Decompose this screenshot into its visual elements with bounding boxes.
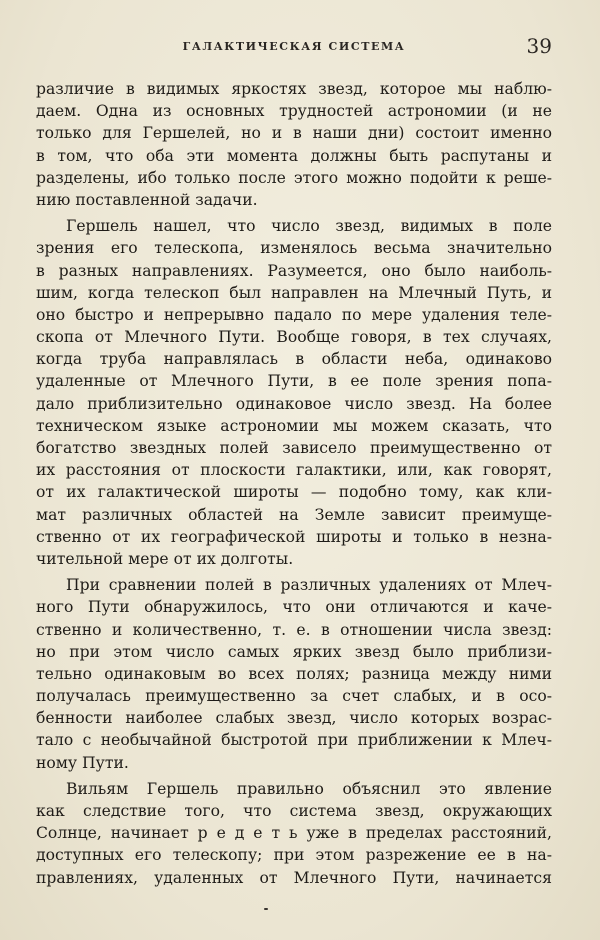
text-line: получалась преимущественно за счет слабых, и в осо- [36,687,552,706]
text-line: тельно одинаковым во всех полях; разница между ними [36,664,552,683]
paragraph-3 [36,574,552,774]
text-line: их расстояния от плоскости галактики, или, как говорят, [36,461,552,480]
text-line: доступных его телескопу; при этом разрежение ее в на- [36,846,552,865]
text-line: бенности наиболее слабых звезд, число которых возрас- [36,709,552,728]
text-line: правлениях, удаленных от Млечного Пути, начинается [36,868,552,887]
text-line: шим, когда телескоп был направлен на Млечный Путь, и [36,283,552,302]
page-number: 39 [526,34,552,58]
text-line: ному Пути. [36,753,129,772]
text-line: чительной мере от их долготы. [36,549,294,568]
paragraph-4 [36,778,552,889]
text-line: от их галактической широты — подобно тому, как кли- [36,483,552,502]
paragraph-2 [36,215,552,570]
text-line: богатство звездных полей зависело преимущественно от [36,439,552,457]
text-line: ственно и количественно, т. е. в отношении числа звезд: [36,620,552,639]
text-line: Солнце, начинает р е д е т ь уже в пределах расстояний, [36,824,552,843]
text-line: дало приблизительно одинаковое число звезд. На более [36,394,552,413]
text-line: в том, что оба эти момента должны быть распутаны и [36,146,552,165]
text-line: Гершель нашел, что число звезд, видимых в поле [66,217,552,236]
text-line: когда труба направлялась в области неба, одинаково [36,350,552,369]
text-line: в разных направлениях. Разумеется, оно было наиболь- [36,261,552,280]
text-line: техническом языке астрономии мы можем сказать, что [36,416,552,435]
text-line: как следствие того, что система звезд, окружающих [36,802,552,820]
running-title: ГАЛАКТИЧЕСКАЯ СИСТЕМА [182,40,406,53]
text-line: ного Пути обнаружилось, что они отличаются и каче- [36,598,552,617]
text-line: скопа от Млечного Пути. Вообще говоря, в тех случаях, [36,328,552,347]
text-line: тало с необычайной быстротой при приближении к Млеч- [36,731,552,750]
text-line: но при этом число самых ярких звезд было приблизи- [36,642,552,661]
text-line: зрения его телескопа, изменялось весьма значительно [36,239,552,258]
page-header [36,34,552,58]
text-line: только для Гершелей, но и в наши дни) состоит именно [36,124,552,143]
text-line: мат различных областей на Земле зависит преимуще- [36,505,552,524]
text-line: При сравнении полей в различных удалениях от Млеч- [66,576,552,595]
text-line: удаленные от Млечного Пути, в ее поле зрения попа- [36,372,552,391]
body-text [36,78,552,889]
text-line: различие в видимых яркостях звезд, которое мы наблю- [36,80,552,98]
text-line: разделены, ибо только после этого можно подойти к реше- [36,168,552,187]
print-speck [264,908,268,910]
text-line: оно быстро и непрерывно падало по мере удаления теле- [36,305,552,324]
paragraph-1 [36,78,552,211]
text-line: Вильям Гершель правильно объяснил это явление [66,779,552,798]
text-line: даем. Одна из основных трудностей астрономии (и не [36,102,552,121]
text-line: ственно от их географической широты и только в незна- [36,527,552,546]
text-line: нию поставленной задачи. [36,190,258,209]
